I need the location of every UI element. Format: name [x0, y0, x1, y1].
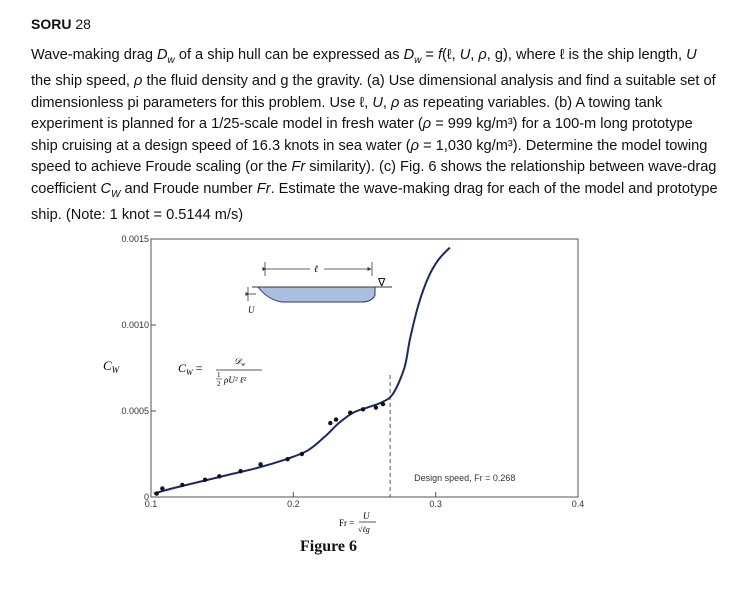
figure-caption: Figure 6 — [300, 538, 358, 555]
data-point — [328, 421, 332, 425]
problem-text-run: W — [111, 188, 121, 200]
data-point — [348, 411, 352, 415]
plot-frame — [151, 239, 578, 497]
data-point — [154, 491, 158, 495]
problem-text-run: , — [382, 94, 391, 111]
y-tick-label: 0 — [143, 492, 149, 502]
problem-text-run: w — [414, 54, 422, 66]
x-tick-label: 0.2 — [287, 499, 300, 509]
problem-text-run: D — [403, 47, 415, 63]
svg-text:ρU² ℓ²: ρU² ℓ² — [224, 375, 247, 385]
problem-text-run: , g), where ℓ is the ship length, — [486, 47, 687, 63]
problem-text-run: = 1,030 kg/m³). Determine the model towing speed to achieve Froude scaling (or the — [31, 137, 708, 176]
data-point — [258, 462, 262, 466]
problem-text-run: ρ — [134, 73, 143, 90]
problem-text-run: D — [157, 47, 168, 63]
data-point — [334, 417, 338, 421]
problem-text-run: = — [421, 47, 438, 63]
problem-text-run: = 999 kg/m³) for a 100-m long prototype ship cruising at a design speed of 16.3 knots in sea water ( — [31, 116, 693, 154]
problem-text-run: and Froude number — [120, 180, 257, 197]
data-point — [361, 407, 365, 411]
data-point — [381, 402, 385, 406]
ship-hull — [258, 287, 375, 302]
water-level-symbol: ∇ — [378, 277, 386, 289]
data-point — [217, 474, 221, 478]
problem-text-run: w — [167, 54, 175, 66]
speed-symbol: U — [248, 305, 255, 315]
problem-text-run: as repeating variables. (b) A towing tank experiment is planned for a 1/25-scale model in fresh water ( — [31, 94, 663, 133]
y-tick-label: 0.0015 — [121, 234, 149, 244]
svg-text:√ℓg: √ℓg — [358, 525, 370, 534]
x-tick-label: 0.3 — [429, 499, 442, 509]
question-label: SORU — [31, 16, 72, 32]
problem-text-run: ρ — [478, 47, 487, 63]
problem-text-run: f — [437, 47, 443, 63]
problem-text-run: (ℓ, — [442, 47, 460, 63]
data-point — [285, 457, 289, 461]
problem-text-run: Wave-making drag — [31, 47, 157, 63]
svg-text:2: 2 — [217, 380, 221, 388]
data-point — [374, 405, 378, 409]
x-axis-formula — [339, 511, 376, 534]
svg-text:CW =: $C_W$ = — [178, 361, 203, 377]
svg-text:1: 1 — [217, 371, 221, 379]
y-axis-label: $C_W$ — [103, 358, 120, 375]
problem-text-run: ρ — [410, 137, 420, 154]
data-point — [300, 452, 304, 456]
problem-text-run: ρ — [390, 94, 400, 111]
svg-text:Fr =: Fr = — [339, 518, 355, 528]
ship-inset — [248, 262, 392, 315]
x-tick-label: 0.4 — [571, 499, 585, 509]
problem-text-run: similarity). (c) Fig. 6 shows the relationship between wave-drag coefficient — [31, 159, 717, 197]
problem-text-run: C — [100, 180, 112, 197]
problem-text-run: Fr — [256, 180, 271, 197]
data-point — [180, 483, 184, 487]
problem-text-run: . Estimate the wave-making drag for each of the model and prototype ship. (Note: 1 knot = 0.5144 m/s) — [31, 180, 718, 224]
svg-text:U: U — [363, 511, 370, 521]
problem-text-run: U — [686, 47, 697, 63]
problem-text-run: of a ship hull can be expressed as — [174, 47, 404, 63]
problem-text-run: the fluid density and g the gravity. (a) Use dimensional analysis and find a suitable set of dimensionless pi parameters for this problem. Use ℓ, — [31, 73, 716, 111]
y-tick-label: 0.0005 — [121, 406, 149, 416]
data-point — [203, 478, 207, 482]
problem-text-run: Fr — [291, 159, 306, 176]
problem-text-run: , — [470, 47, 479, 63]
data-point — [238, 469, 242, 473]
cw-formula — [178, 356, 262, 388]
problem-text-run: ρ — [422, 116, 432, 133]
data-point — [160, 486, 164, 490]
design-speed-annotation: Design speed, Fr = 0.268 — [414, 473, 516, 483]
question-number: 28 — [75, 16, 91, 32]
problem-text-run: U — [372, 94, 383, 111]
length-symbol: ℓ — [314, 264, 319, 275]
y-tick-label: 0.0010 — [121, 320, 149, 330]
x-tick-label: 0.1 — [144, 499, 158, 509]
problem-text-run: the ship speed, — [31, 73, 135, 90]
svg-text:𝒟w: 𝒟$_w$ — [234, 356, 246, 368]
problem-text-run: U — [459, 47, 471, 63]
